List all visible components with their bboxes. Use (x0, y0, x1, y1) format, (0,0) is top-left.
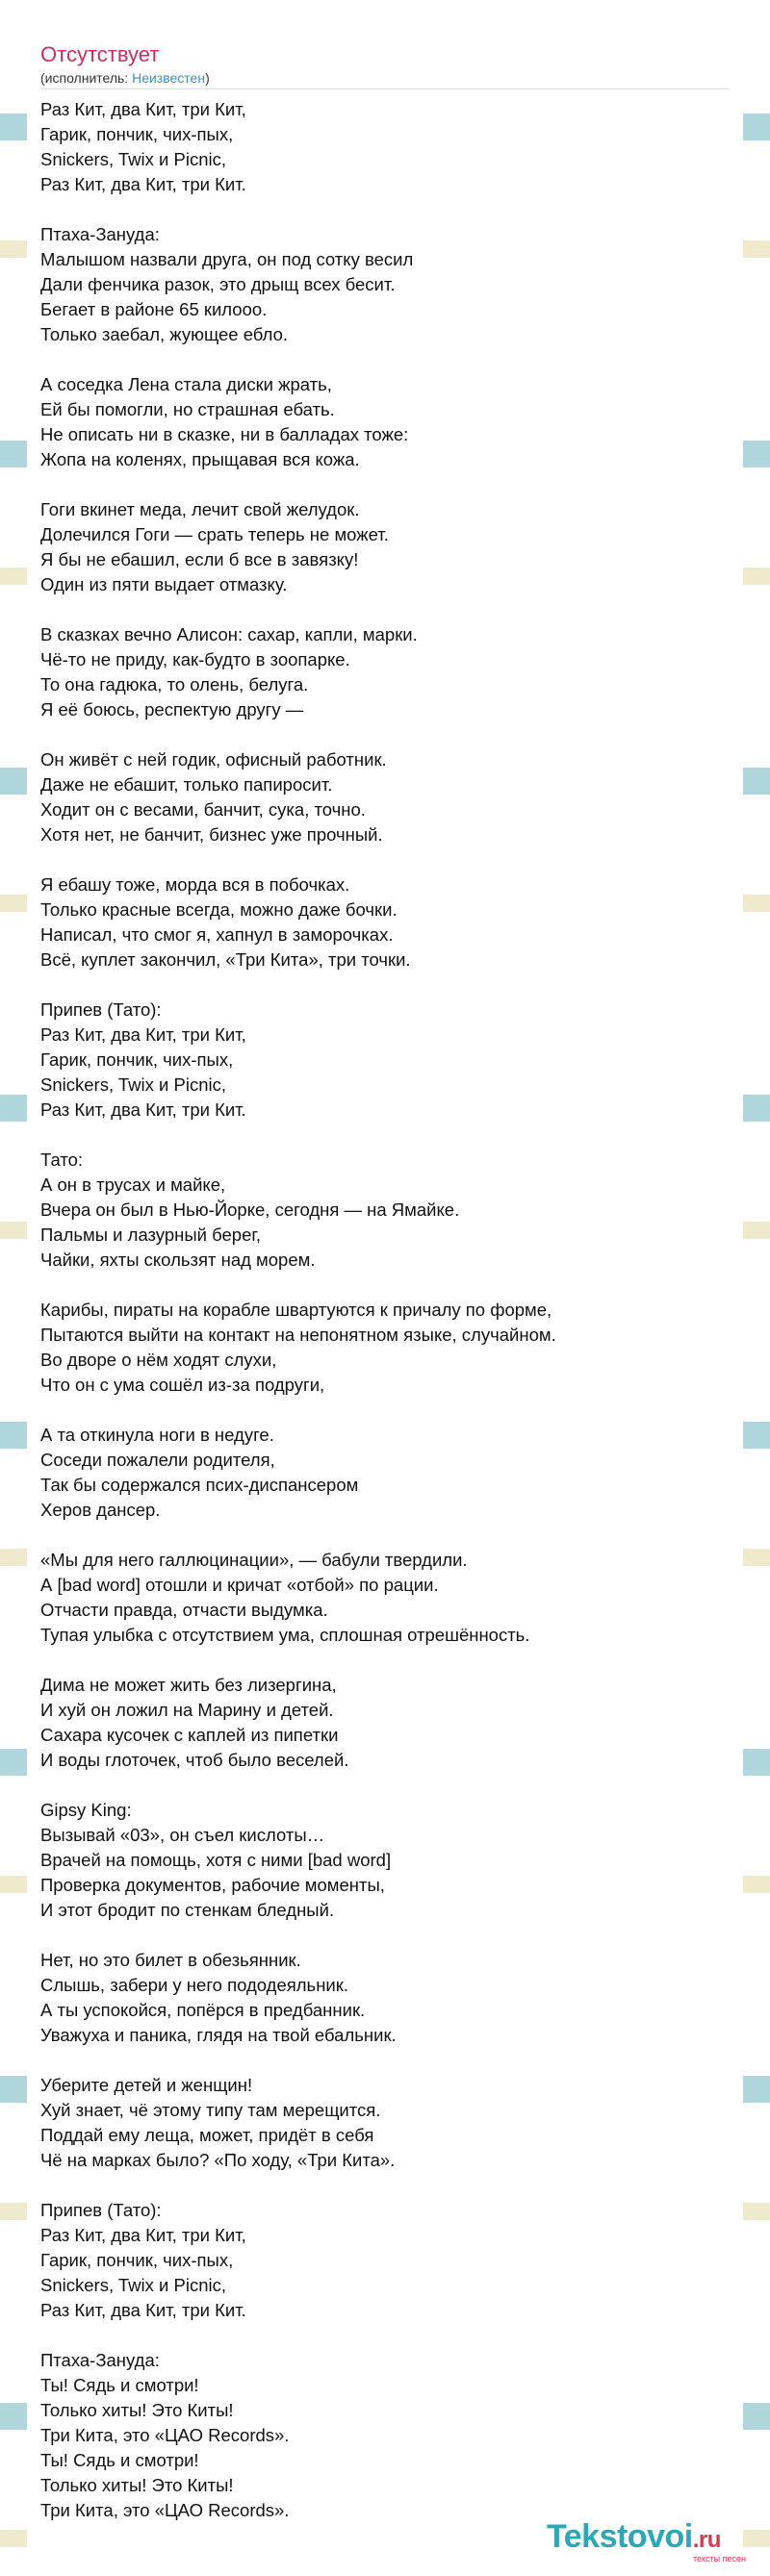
lyrics-line: Ты! Сядь и смотри! (40, 2375, 199, 2395)
lyrics-line: Пальмы и лазурный берег, (40, 1225, 262, 1245)
lyrics-line: И хуй он ложил на Марину и детей. (40, 1700, 334, 1720)
lyrics-line: Долечился Гоги — срать теперь не может. (40, 524, 389, 544)
lyrics-stanza (40, 1298, 730, 1398)
lyrics-line: А он в трусах и майке, (40, 1174, 226, 1195)
lyrics-line: Только хиты! Это Киты! (40, 2400, 234, 2420)
lyrics-line: А та откинула ноги в недуге. (40, 1425, 274, 1445)
lyrics-line: Не описать ни в сказке, ни в балладах тоже: (40, 424, 409, 444)
logo-tagline: тексты песен (693, 2554, 747, 2563)
lyrics-line: Он живёт с ней годик, офисный работник. (40, 749, 387, 770)
lyrics-line: Припев (Тато): (40, 999, 162, 1020)
lyrics-line: Gipsy King: (40, 1800, 132, 1820)
lyrics-line: Гарик, пончик, чих-пых, (40, 2250, 234, 2270)
lyrics-line: Что он с ума сошёл из-за подруги, (40, 1375, 325, 1395)
lyrics-line: То она гадюка, то олень, белуга. (40, 674, 309, 695)
lyrics-line: Snickers, Twix и Picnic, (40, 1074, 226, 1095)
lyrics-line: Я её боюсь, респектую другу — (40, 699, 304, 720)
lyrics-line: Чё на марках было? «По ходу, «Три Кита». (40, 2150, 396, 2170)
lyrics-line: Малышом назвали друга, он под сотку весил (40, 249, 414, 269)
lyrics-line: Сахара кусочек с каплей из пипетки (40, 1725, 339, 1745)
lyrics-line: Ей бы помогли, но страшная ебать. (40, 399, 335, 419)
lyrics-stanza (40, 2348, 730, 2523)
byline (40, 70, 210, 86)
site-logo[interactable] (547, 2518, 721, 2556)
lyrics-line: Тупая улыбка с отсутствием ума, сплошная отрешённость. (40, 1625, 530, 1645)
lyrics-line: А ты успокойся, попёрся в предбанник. (40, 2000, 366, 2020)
logo-tld: .ru (692, 2527, 721, 2553)
lyrics-line: Врачей на помощь, хотя с ними [bad word] (40, 1850, 392, 1870)
lyrics-line: Проверка документов, рабочие моменты, (40, 1875, 385, 1895)
lyrics-line: Гарик, пончик, чих-пых, (40, 124, 234, 144)
lyrics-line: Хуй знает, чё этому типу там мерещится. (40, 2100, 381, 2120)
lyrics-line: Один из пяти выдает отмазку. (40, 574, 288, 594)
lyrics-line: Бегает в районе 65 килооо. (40, 299, 268, 319)
song-title: Отсутствует (40, 42, 160, 66)
logo-name: Tekstovoi (547, 2518, 693, 2555)
lyrics-line: Чё-то не приду, как-будто в зоопарке. (40, 649, 350, 669)
lyrics-line: Даже не ебашит, только папиросит. (40, 774, 333, 795)
lyrics-line: И этот бродит по стенкам бледный. (40, 1900, 335, 1920)
artist-link[interactable]: Неизвестен (132, 70, 206, 86)
lyrics-stanza (40, 1948, 730, 2048)
lyrics-line: Херов дансер. (40, 1500, 161, 1520)
lyrics-line: Хотя нет, не банчит, бизнес уже прочный. (40, 824, 383, 845)
lyrics-line: Карибы, пираты на корабле швартуются к причалу по форме, (40, 1300, 552, 1320)
lyrics-line: Во дворе о нём ходят слухи, (40, 1350, 277, 1370)
lyrics-line: Уважуха и паника, глядя на твой ебальник. (40, 2025, 397, 2045)
lyrics-line: Отчасти правда, отчасти выдумка. (40, 1600, 328, 1620)
lyrics-line: Раз Кит, два Кит, три Кит, (40, 99, 246, 119)
lyrics-stanza (40, 222, 730, 347)
lyrics-line: Так бы содержался псих-диспансером (40, 1475, 359, 1495)
lyrics-line: «Мы для него галлюцинации», — бабули твердили. (40, 1550, 468, 1570)
byline-suffix: ) (205, 70, 210, 86)
lyrics-line: Раз Кит, два Кит, три Кит. (40, 2300, 246, 2320)
lyrics-line: Припев (Тато): (40, 2200, 162, 2220)
lyrics-stanza (40, 872, 730, 972)
lyrics-line: Соседи пожалели родителя, (40, 1450, 275, 1470)
lyrics-line: Уберите детей и женщин! (40, 2075, 253, 2095)
lyrics-stanza (40, 1423, 730, 1523)
lyrics-line: Тато: (40, 1149, 84, 1170)
lyrics-line: Дима не может жить без лизергина, (40, 1675, 337, 1695)
lyrics-stanza (40, 747, 730, 847)
lyrics-line: Поддай ему леща, может, придёт в себя (40, 2125, 374, 2145)
lyrics-stanza (40, 1148, 730, 1273)
lyrics-line: Вызывай «03», он съел кислоты… (40, 1825, 325, 1845)
lyrics-stanza (40, 998, 730, 1123)
lyrics-stanza (40, 1798, 730, 1923)
lyrics-line: Гарик, пончик, чих-пых, (40, 1049, 234, 1070)
lyrics-line: Слышь, забери у него пододеяльник. (40, 1975, 348, 1995)
lyrics-line: Вчера он был в Нью-Йорке, сегодня — на Ямайке. (40, 1200, 460, 1220)
lyrics-stanza (40, 497, 730, 597)
lyrics-line: Дали фенчика разок, это дрыщ всех бесит. (40, 274, 396, 294)
lyrics-line: Чайки, яхты скользят над морем. (40, 1250, 316, 1270)
lyrics-line: Snickers, Twix и Picnic, (40, 2275, 226, 2295)
lyrics-line: А [bad word] отошли и кричат «отбой» по рации. (40, 1575, 439, 1595)
lyrics-line: Жопа на коленях, прыщавая вся кожа. (40, 449, 360, 469)
lyrics-stanza (40, 372, 730, 472)
lyrics-line: Птаха-Зануда: (40, 2350, 160, 2370)
lyrics-line: Я бы не ебашил, если б все в завязку! (40, 549, 359, 569)
lyrics-line: Написал, что смог я, хапнул в заморочках. (40, 924, 394, 945)
lyrics-line: Птаха-Зануда: (40, 224, 160, 244)
lyrics-line: Раз Кит, два Кит, три Кит, (40, 2225, 246, 2245)
lyrics-line: Три Кита, это «ЦАО Records». (40, 2500, 290, 2520)
lyrics-stanza (40, 2073, 730, 2173)
lyrics-stanza (40, 622, 730, 722)
lyrics-line: И воды глоточек, чтоб было веселей. (40, 1750, 349, 1770)
lyrics-line: В сказках вечно Алисон: сахар, капли, марки. (40, 624, 418, 644)
lyrics-line: Snickers, Twix и Picnic, (40, 149, 226, 169)
lyrics-line: Ты! Сядь и смотри! (40, 2450, 199, 2470)
lyrics-line: Только хиты! Это Киты! (40, 2475, 234, 2495)
lyrics-stanza (40, 1548, 730, 1648)
lyrics-stanza (40, 1673, 730, 1773)
lyrics-line: А соседка Лена стала диски жрать, (40, 374, 332, 394)
lyrics-stanza (40, 2198, 730, 2323)
lyrics-line: Только заебал, жующее ебло. (40, 324, 289, 344)
lyrics-line: Только красные всегда, можно даже бочки. (40, 899, 398, 920)
lyrics-stanza (40, 97, 730, 197)
lyrics-line: Раз Кит, два Кит, три Кит, (40, 1024, 246, 1045)
title-divider (40, 88, 730, 89)
lyrics-line: Пытаются выйти на контакт на непонятном языке, случайном. (40, 1325, 556, 1345)
lyrics-line: Раз Кит, два Кит, три Кит. (40, 1099, 246, 1120)
lyrics-line: Раз Кит, два Кит, три Кит. (40, 174, 246, 194)
lyrics-line: Всё, куплет закончил, «Три Кита», три точки. (40, 949, 411, 970)
lyrics-line: Ходит он с весами, банчит, сука, точно. (40, 799, 366, 820)
lyrics-line: Три Кита, это «ЦАО Records». (40, 2425, 290, 2445)
byline-prefix: (исполнитель: (40, 70, 133, 86)
lyrics-line: Нет, но это билет в обезьянник. (40, 1950, 301, 1970)
lyrics-line: Гоги вкинет меда, лечит свой желудок. (40, 499, 360, 519)
lyrics-line: Я ебашу тоже, морда вся в побочках. (40, 874, 350, 895)
lyrics-body (40, 97, 730, 2548)
